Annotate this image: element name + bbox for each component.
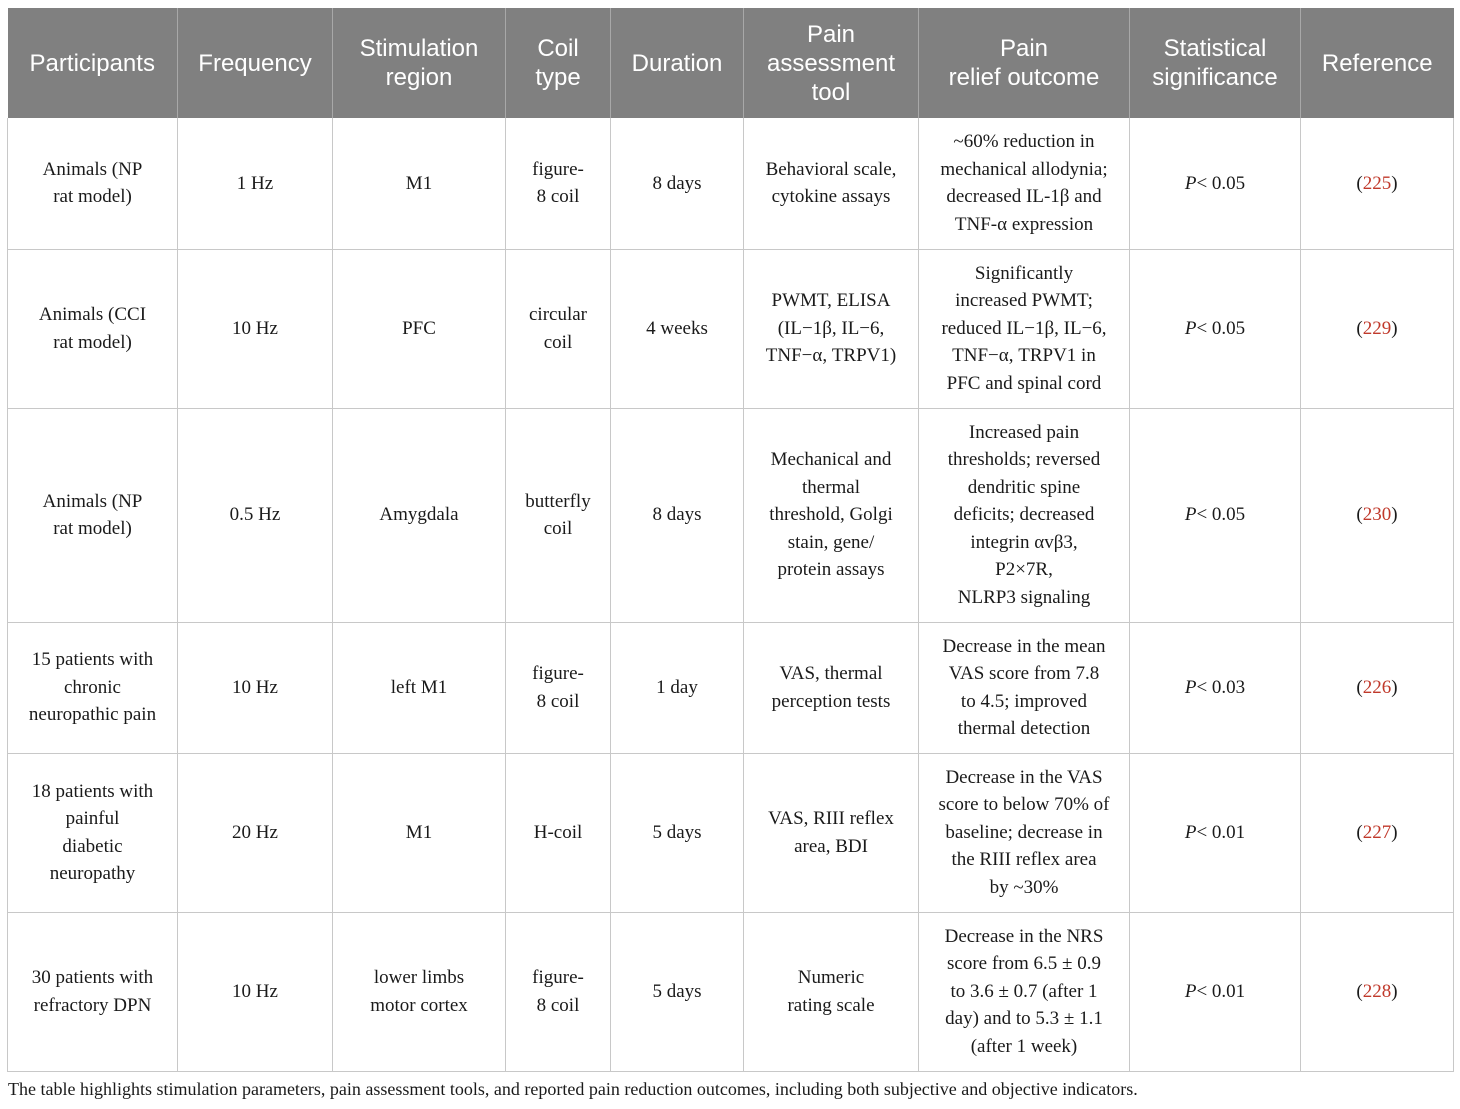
cell-reference: (226) xyxy=(1301,622,1454,753)
p-label: P xyxy=(1184,317,1197,339)
cell-significance xyxy=(1130,408,1301,622)
reference-link[interactable]: 229 xyxy=(1362,317,1392,339)
cell-region: M1 xyxy=(333,753,506,912)
cell-region: lower limbs motor cortex xyxy=(333,912,506,1071)
cell-frequency: 1 Hz xyxy=(178,118,333,249)
cell-participants: Animals (NP rat model) xyxy=(8,118,178,249)
cell-participants: 15 patients with chronic neuropathic pain xyxy=(8,622,178,753)
header-stimulation-region: Stimulation region xyxy=(333,8,506,118)
cell-participants: 18 patients with painful diabetic neuropathy xyxy=(8,753,178,912)
cell-duration: 5 days xyxy=(611,912,744,1071)
p-value: < 0.01 xyxy=(1196,980,1246,1002)
cell-coil: figure- 8 coil xyxy=(506,118,611,249)
cell-duration: 1 day xyxy=(611,622,744,753)
cell-tool: VAS, thermal perception tests xyxy=(744,622,919,753)
cell-tool: Numeric rating scale xyxy=(744,912,919,1071)
data-table xyxy=(7,8,1454,1072)
reference-link[interactable]: 225 xyxy=(1362,172,1392,194)
p-label: P xyxy=(1184,172,1197,194)
cell-participants: Animals (CCI rat model) xyxy=(8,249,178,408)
cell-coil: butterfly coil xyxy=(506,408,611,622)
cell-reference: (228) xyxy=(1301,912,1454,1071)
cell-frequency: 10 Hz xyxy=(178,249,333,408)
cell-coil: H-coil xyxy=(506,753,611,912)
p-label: P xyxy=(1184,676,1197,698)
header-coil-type: Coil type xyxy=(506,8,611,118)
p-value: < 0.03 xyxy=(1196,676,1246,698)
header-participants: Participants xyxy=(8,8,178,118)
cell-duration: 8 days xyxy=(611,408,744,622)
cell-outcome: Increased pain thresholds; reversed dendritic spine deficits; decreased integrin αvβ3, P2×7R, NLRP3 signaling xyxy=(919,408,1130,622)
cell-tool: Behavioral scale, cytokine assays xyxy=(744,118,919,249)
cell-outcome: Significantly increased PWMT; reduced IL−1β, IL−6, TNF−α, TRPV1 in PFC and spinal cord xyxy=(919,249,1130,408)
cell-participants: 30 patients with refractory DPN xyxy=(8,912,178,1071)
reference-link[interactable]: 230 xyxy=(1362,504,1392,526)
header-reference: Reference xyxy=(1301,8,1454,118)
table-row xyxy=(8,249,1454,408)
cell-tool: VAS, RIII reflex area, BDI xyxy=(744,753,919,912)
table-row xyxy=(8,622,1454,753)
cell-participants: Animals (NP rat model) xyxy=(8,408,178,622)
cell-outcome: Decrease in the VAS score to below 70% of baseline; decrease in the RIII reflex area by ~30% xyxy=(919,753,1130,912)
cell-significance xyxy=(1130,912,1301,1071)
table-caption: The table highlights stimulation parameters, pain assessment tools, and reported pain reduction outcomes, including both subjective and objective indicators. xyxy=(8,1079,1138,1099)
table-row xyxy=(8,912,1454,1071)
cell-outcome: Decrease in the mean VAS score from 7.8 to 4.5; improved thermal detection xyxy=(919,622,1130,753)
cell-reference: (227) xyxy=(1301,753,1454,912)
header-duration: Duration xyxy=(611,8,744,118)
p-value: < 0.01 xyxy=(1196,821,1246,843)
table-row xyxy=(8,118,1454,249)
p-value: < 0.05 xyxy=(1196,504,1246,526)
cell-reference: (229) xyxy=(1301,249,1454,408)
cell-coil: circular coil xyxy=(506,249,611,408)
cell-reference: (230) xyxy=(1301,408,1454,622)
cell-significance xyxy=(1130,249,1301,408)
cell-duration: 8 days xyxy=(611,118,744,249)
header-pain-relief-outcome: Pain relief outcome xyxy=(919,8,1130,118)
cell-outcome: Decrease in the NRS score from 6.5 ± 0.9 to 3.6 ± 0.7 (after 1 day) and to 5.3 ± 1.1 (after 1 week) xyxy=(919,912,1130,1071)
cell-region: left M1 xyxy=(333,622,506,753)
cell-significance xyxy=(1130,622,1301,753)
reference-link[interactable]: 227 xyxy=(1362,821,1392,843)
p-label: P xyxy=(1184,980,1197,1002)
header-statistical-significance: Statistical significance xyxy=(1130,8,1301,118)
cell-coil: figure- 8 coil xyxy=(506,912,611,1071)
table-row xyxy=(8,753,1454,912)
cell-outcome: ~60% reduction in mechanical allodynia; decreased IL-1β and TNF-α expression xyxy=(919,118,1130,249)
cell-frequency: 0.5 Hz xyxy=(178,408,333,622)
cell-duration: 5 days xyxy=(611,753,744,912)
cell-significance xyxy=(1130,753,1301,912)
table-row xyxy=(8,408,1454,622)
p-value: < 0.05 xyxy=(1196,172,1246,194)
cell-significance xyxy=(1130,118,1301,249)
cell-duration: 4 weeks xyxy=(611,249,744,408)
cell-region: PFC xyxy=(333,249,506,408)
cell-frequency: 10 Hz xyxy=(178,622,333,753)
p-value: < 0.05 xyxy=(1196,317,1246,339)
cell-reference: (225) xyxy=(1301,118,1454,249)
cell-region: M1 xyxy=(333,118,506,249)
header-frequency: Frequency xyxy=(178,8,333,118)
p-label: P xyxy=(1184,504,1197,526)
cell-frequency: 10 Hz xyxy=(178,912,333,1071)
p-label: P xyxy=(1184,821,1197,843)
header-pain-assessment-tool: Pain assessment tool xyxy=(744,8,919,118)
cell-tool: Mechanical and thermal threshold, Golgi stain, gene/ protein assays xyxy=(744,408,919,622)
cell-region: Amygdala xyxy=(333,408,506,622)
cell-coil: figure- 8 coil xyxy=(506,622,611,753)
reference-link[interactable]: 226 xyxy=(1362,676,1392,698)
cell-tool: PWMT, ELISA (IL−1β, IL−6, TNF−α, TRPV1) xyxy=(744,249,919,408)
cell-frequency: 20 Hz xyxy=(178,753,333,912)
header-row xyxy=(8,8,1454,118)
reference-link[interactable]: 228 xyxy=(1362,980,1392,1002)
